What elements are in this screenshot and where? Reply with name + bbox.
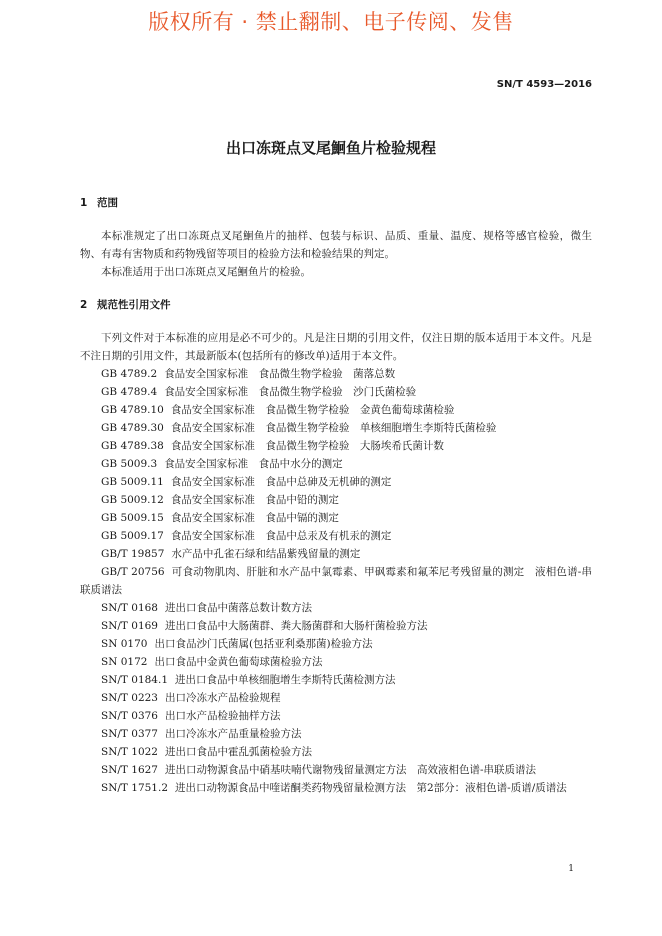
reference-item	[80, 617, 592, 635]
reference-code: GB 4789.4	[101, 386, 158, 398]
reference-item	[80, 635, 592, 653]
reference-title: 食品安全国家标准 食品微生物学检验 金黄色葡萄球菌检验	[170, 404, 455, 416]
reference-title: 进出口食品中大肠菌群、粪大肠菌群和大肠杆菌检验方法	[164, 620, 428, 632]
reference-title: 食品安全国家标准 食品微生物学检验 沙门氏菌检验	[164, 386, 417, 398]
reference-item	[80, 383, 592, 401]
reference-code: GB/T 19857	[101, 548, 165, 560]
reference-title: 出口冷冻水产品重量检验方法	[164, 728, 302, 740]
section-title: 范围	[97, 197, 118, 209]
reference-item	[80, 707, 592, 725]
reference-item	[80, 653, 592, 671]
reference-title: 进出口动物源食品中硝基呋喃代谢物残留量测定方法 高效液相色谱-串联质谱法	[164, 764, 537, 776]
section-number: 2	[80, 299, 88, 311]
reference-code: SN/T 0376	[101, 710, 158, 722]
reference-item	[80, 491, 592, 509]
reference-code: SN 0172	[101, 656, 148, 668]
reference-title: 进出口食品中单核细胞增生李斯特氏菌检测方法	[175, 674, 396, 686]
reference-code: GB 4789.2	[101, 368, 158, 380]
reference-code: SN/T 0223	[101, 692, 158, 704]
reference-item	[80, 527, 592, 545]
reference-code: GB 5009.17	[101, 530, 164, 542]
reference-title: 食品安全国家标准 食品中总汞及有机汞的测定	[170, 530, 392, 542]
reference-item	[80, 761, 592, 779]
reference-title: 食品安全国家标准 食品中铅的测定	[170, 494, 339, 506]
reference-title: 进出口食品中霍乱弧菌检验方法	[164, 746, 312, 758]
reference-title: 出口冷冻水产品检验规程	[164, 692, 281, 704]
reference-code: SN/T 1022	[101, 746, 158, 758]
reference-code: SN/T 0377	[101, 728, 158, 740]
reference-title: 可食动物肌肉、肝脏和水产品中氯霉素、甲砜霉素和氟苯尼考残留量的测定 液相色谱-串联质谱法	[80, 566, 593, 596]
reference-item	[80, 455, 592, 473]
reference-list	[80, 365, 592, 797]
reference-code: SN/T 1751.2	[101, 782, 168, 794]
reference-title: 食品安全国家标准 食品中水分的测定	[164, 458, 343, 470]
reference-title: 食品安全国家标准 食品微生物学检验 单核细胞增生李斯特氏菌检验	[170, 422, 497, 434]
section-heading-normative-references	[80, 297, 171, 312]
reference-item	[80, 563, 592, 599]
reference-code: GB 4789.38	[101, 440, 164, 452]
reference-title: 水产品中孔雀石绿和结晶紫残留量的测定	[171, 548, 361, 560]
reference-title: 食品安全国家标准 食品微生物学检验 大肠埃希氏菌计数	[170, 440, 444, 452]
reference-code: GB 5009.3	[101, 458, 158, 470]
reference-code: GB 4789.30	[101, 422, 164, 434]
reference-item	[80, 545, 592, 563]
section-heading-scope	[80, 195, 118, 210]
reference-code: SN/T 0169	[101, 620, 158, 632]
reference-item	[80, 437, 592, 455]
reference-code: GB/T 20756	[101, 566, 165, 578]
references-intro: 下列文件对于本标准的应用是必不可少的。凡是注日期的引用文件，仅注日期的版本适用于本文件。凡是不注日期的引用文件，其最新版本(包括所有的修改单)适用于本文件。	[80, 332, 592, 362]
section-title: 规范性引用文件	[97, 299, 171, 311]
reference-title: 出口水产品检验抽样方法	[164, 710, 281, 722]
reference-title: 食品安全国家标准 食品中总砷及无机砷的测定	[170, 476, 392, 488]
reference-item	[80, 401, 592, 419]
reference-code: GB 5009.12	[101, 494, 164, 506]
reference-item	[80, 671, 592, 689]
reference-title: 进出口动物源食品中喹诺酮类药物残留量检测方法 第2部分：液相色谱-质谱/质谱法	[175, 782, 567, 794]
reference-item	[80, 509, 592, 527]
reference-code: GB 4789.10	[101, 404, 164, 416]
reference-code: SN/T 1627	[101, 764, 158, 776]
reference-item	[80, 779, 592, 797]
reference-code: SN 0170	[101, 638, 148, 650]
reference-title: 食品安全国家标准 食品微生物学检验 菌落总数	[164, 368, 396, 380]
scope-paragraph-1: 本标准规定了出口冻斑点叉尾鮰鱼片的抽样、包装与标识、品质、重量、温度、规格等感官检验，微生物、有毒有害物质和药物残留等项目的检验方法和检验结果的判定。	[80, 230, 592, 260]
document-title: 出口冻斑点叉尾鮰鱼片检验规程	[225, 139, 436, 157]
reference-item	[80, 725, 592, 743]
reference-item	[80, 599, 592, 617]
reference-item	[80, 473, 592, 491]
reference-code: GB 5009.11	[101, 476, 164, 488]
reference-title: 食品安全国家标准 食品中镉的测定	[170, 512, 339, 524]
reference-item	[80, 689, 592, 707]
reference-title: 出口食品沙门氏菌属(包括亚利桑那菌)检验方法	[154, 638, 373, 650]
scope-paragraph-2: 本标准适用于出口冻斑点叉尾鮰鱼片的检验。	[101, 266, 311, 278]
reference-title: 进出口食品中菌落总数计数方法	[164, 602, 312, 614]
reference-code: GB 5009.15	[101, 512, 164, 524]
reference-title: 出口食品中金黄色葡萄球菌检验方法	[154, 656, 323, 668]
reference-code: SN/T 0184.1	[101, 674, 168, 686]
copyright-watermark: 版权所有 · 禁止翻制、电子传阅、发售	[148, 10, 514, 34]
page-number: 1	[568, 864, 574, 874]
standard-code: SN/T 4593—2016	[496, 79, 592, 90]
section-number: 1	[80, 197, 88, 209]
reference-item	[80, 743, 592, 761]
reference-item	[80, 365, 592, 383]
reference-code: SN/T 0168	[101, 602, 158, 614]
reference-item	[80, 419, 592, 437]
